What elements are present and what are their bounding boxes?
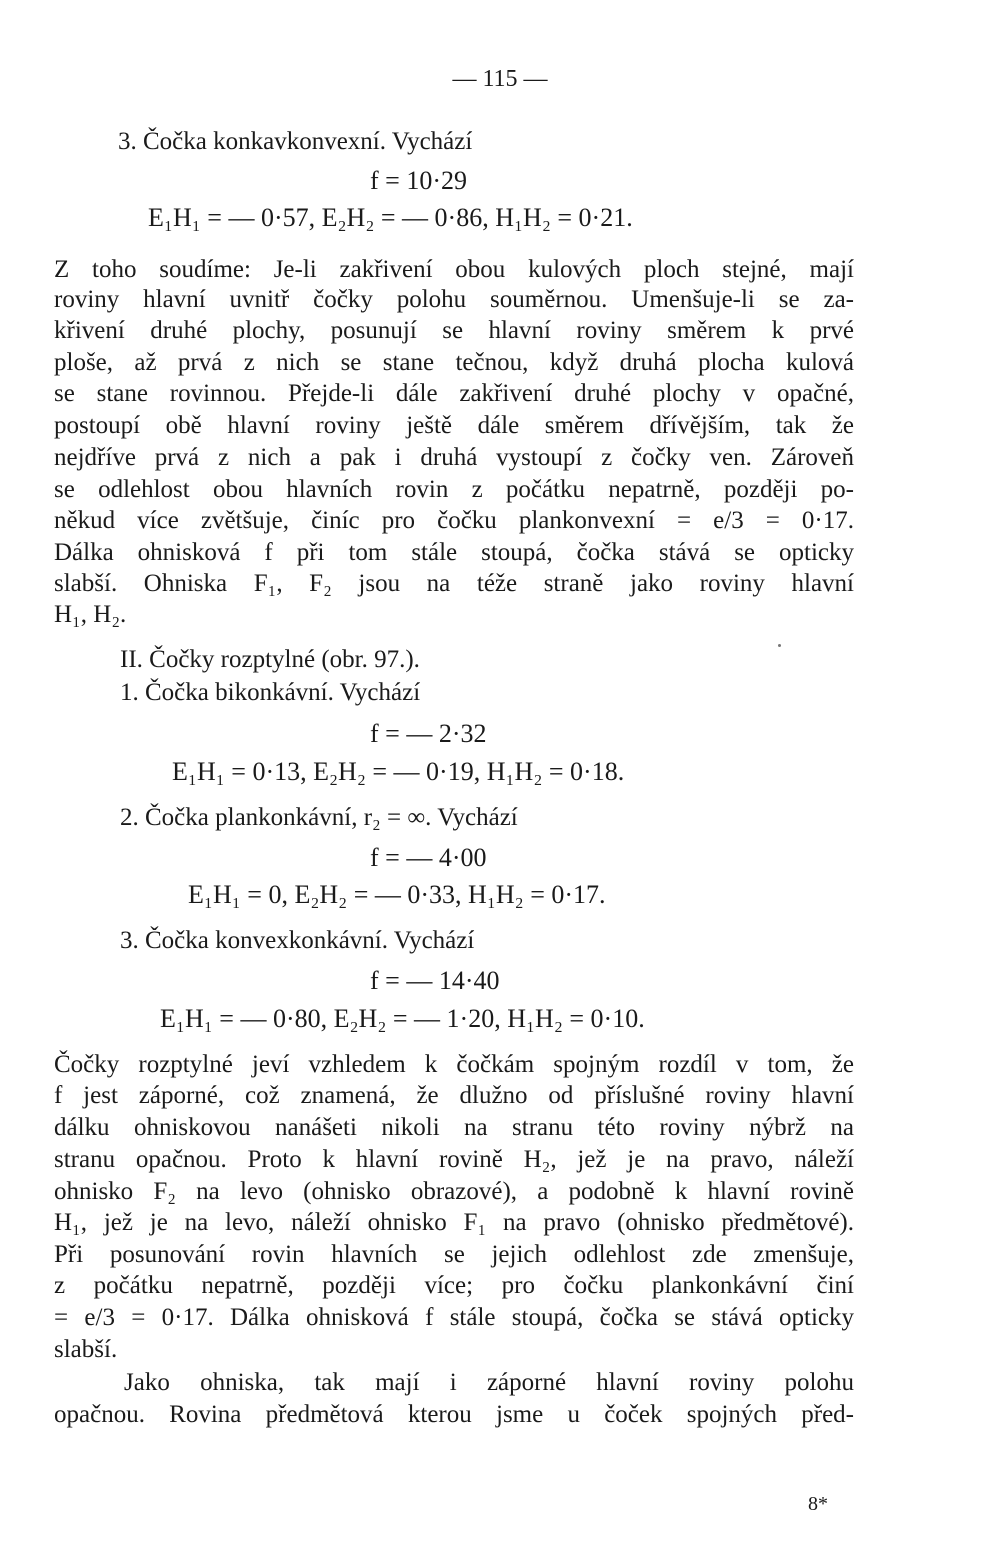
paragraph-2-line: f jest záporné, což znamená, že dlužno od příslušné roviny hlavní [54, 1082, 854, 1109]
paragraph-1-line: někud více zvětšuje, činíc pro čočku plankonvexní = e/3 = 0·17. [54, 507, 854, 534]
paragraph-1-line: slabší. Ohniska F₁, F₂ jsou na téže straně jako roviny hlavní [54, 570, 854, 597]
item-2-values: E₁H₁ = 0, E₂H₂ = — 0·33, H₁H₂ = 0·17. [188, 880, 606, 909]
paragraph-2-line: ohnisko F₂ na levo (ohnisko obrazové), a podobně k hlavní rovině [54, 1178, 854, 1205]
section-II-heading: II. Čočky rozptylné (obr. 97.). [120, 646, 420, 673]
paragraph-1-line: H₁, H₂. [54, 601, 127, 628]
paragraph-1-line: se odlehlost obou hlavních rovin z počátku nepatrně, později po- [54, 476, 854, 503]
paragraph-1-line: Dálka ohnisková f při tom stále stoupá, čočka stává se opticky [54, 539, 854, 566]
paragraph-2-line: Při posunování rovin hlavních se jejich odlehlost zde zmenšuje, [54, 1241, 854, 1268]
paragraph-2-line: z počátku nepatrně, později více; pro čočku plankonkávní činí [54, 1272, 854, 1299]
page-number: — 115 — [452, 66, 548, 92]
item-3-focal-length: f = — 14·40 [370, 966, 500, 995]
item-2-focal-length: f = — 4·00 [370, 843, 487, 872]
signature-mark: 8* [808, 1493, 828, 1515]
item-1-focal-length: f = — 2·32 [370, 719, 487, 748]
paragraph-1-line: roviny hlavní uvnitř čočky polohu souměrnou. Umenšuje-li se za- [54, 286, 854, 313]
section-3-values: E₁H₁ = — 0·57, E₂H₂ = — 0·86, H₁H₂ = 0·21. [148, 203, 633, 232]
paragraph-2-line: dálku ohniskovou nanášeti nikoli na stranu této roviny nýbrž na [54, 1114, 854, 1141]
paragraph-1-line: křivení druhé plochy, posunují se hlavní roviny směrem k prvé [54, 317, 854, 344]
paragraph-1-line: ploše, až prvá z nich se stane tečnou, když druhá plocha kulová [54, 349, 854, 376]
paragraph-2-line: stranu opačnou. Proto k hlavní rovině H₂, jež je na pravo, náleží [54, 1146, 854, 1173]
paragraph-2-line: slabší. [54, 1336, 118, 1363]
paragraph-3-line: opačnou. Rovina předmětová kterou jsme u čoček spojných před- [54, 1401, 854, 1428]
item-1-heading: 1. Čočka bikonkávní. Vychází [120, 679, 421, 706]
paragraph-2-line: Čočky rozptylné jeví vzhledem k čočkám spojným rozdíl v tom, že [54, 1051, 854, 1078]
item-3-values: E₁H₁ = — 0·80, E₂H₂ = — 1·20, H₁H₂ = 0·10. [160, 1004, 645, 1033]
section-3-heading: 3. Čočka konkavkonvexní. Vychází [118, 128, 473, 155]
paragraph-1-line: se stane rovinnou. Přejde-li dále zakřivení druhé plochy v opačné, [54, 380, 854, 407]
paragraph-1-line: postoupí obě hlavní roviny ještě dále směrem dřívějším, tak že [54, 412, 854, 439]
paragraph-3-line: Jako ohniska, tak mají i záporné hlavní roviny polohu [124, 1369, 854, 1396]
section-3-focal-length: f = 10·29 [370, 166, 467, 195]
item-2-heading: 2. Čočka plankonkávní, r₂ = ∞. Vychází [120, 804, 518, 831]
paragraph-2-line: = e/3 = 0·17. Dálka ohnisková f stále stoupá, čočka se stává opticky [54, 1304, 854, 1331]
print-speck [778, 644, 781, 647]
paragraph-2-line: H₁, jež je na levo, náleží ohnisko F₁ na pravo (ohnisko předmětové). [54, 1209, 854, 1236]
paragraph-1-line: nejdříve prvá z nich a pak i druhá vystoupí z čočky ven. Zároveň [54, 444, 854, 471]
item-1-values: E₁H₁ = 0·13, E₂H₂ = — 0·19, H₁H₂ = 0·18. [172, 757, 625, 786]
item-3-heading: 3. Čočka konvexkonkávní. Vychází [120, 927, 475, 954]
paragraph-1-line: Z toho soudíme: Je-li zakřivení obou kulových ploch stejné, mají [54, 256, 854, 283]
